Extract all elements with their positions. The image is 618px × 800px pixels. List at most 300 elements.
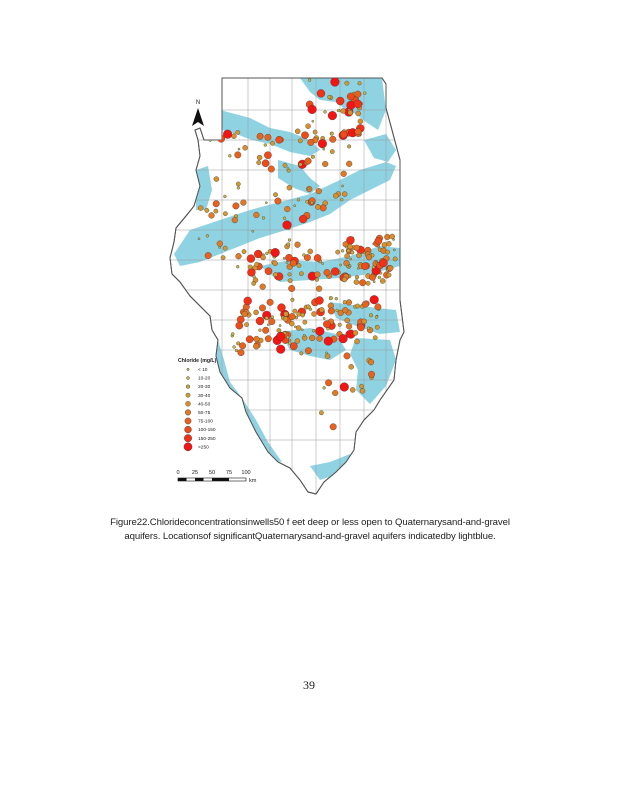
well-point xyxy=(294,205,296,207)
well-point xyxy=(336,250,340,254)
well-point xyxy=(254,212,260,218)
legend-label: < 10 xyxy=(198,368,208,373)
well-point xyxy=(346,300,352,306)
well-point xyxy=(276,332,285,341)
well-point xyxy=(357,267,359,269)
well-point xyxy=(231,332,234,335)
well-point xyxy=(323,317,325,319)
well-point xyxy=(325,380,332,387)
well-point xyxy=(315,204,320,209)
scale-unit: km xyxy=(249,478,257,484)
well-point xyxy=(221,256,225,260)
well-point xyxy=(361,263,368,270)
well-point xyxy=(244,297,252,305)
well-point xyxy=(283,217,286,220)
well-point xyxy=(256,317,264,325)
well-point xyxy=(324,269,331,276)
scale-tick-label: 100 xyxy=(241,470,251,476)
well-point xyxy=(324,110,327,113)
well-point xyxy=(235,349,238,352)
well-point xyxy=(387,265,393,271)
well-point xyxy=(278,304,286,312)
well-point xyxy=(301,132,308,139)
well-point xyxy=(242,311,248,317)
well-point xyxy=(349,364,354,369)
well-point xyxy=(335,297,338,300)
well-point xyxy=(236,130,240,134)
well-point xyxy=(380,259,388,267)
well-point xyxy=(328,308,335,315)
scale-tick-label: 0 xyxy=(176,470,180,476)
well-point xyxy=(284,206,290,212)
well-point xyxy=(327,95,331,99)
well-point xyxy=(316,188,322,194)
well-point xyxy=(325,352,327,354)
well-point xyxy=(319,411,323,415)
well-point xyxy=(344,260,350,266)
well-point xyxy=(254,336,260,342)
well-point xyxy=(303,334,305,336)
well-point xyxy=(378,276,381,279)
legend-title: Chloride (mg/L) xyxy=(178,358,217,364)
well-point xyxy=(312,329,315,332)
well-point xyxy=(265,316,269,320)
well-point xyxy=(288,285,295,292)
well-point xyxy=(373,336,377,340)
well-point xyxy=(345,246,347,248)
well-point xyxy=(283,221,292,230)
well-point xyxy=(331,78,340,87)
well-point xyxy=(308,105,317,114)
well-point xyxy=(317,336,323,342)
well-point xyxy=(231,134,236,139)
well-point xyxy=(307,188,309,190)
well-point xyxy=(338,323,342,327)
well-point xyxy=(367,327,370,330)
well-point xyxy=(236,322,243,329)
well-point xyxy=(368,371,375,378)
well-point xyxy=(358,119,363,124)
well-point xyxy=(362,301,369,308)
well-point xyxy=(356,111,361,116)
well-point xyxy=(288,239,291,242)
well-point xyxy=(330,132,334,136)
well-point xyxy=(349,265,351,267)
well-point xyxy=(377,412,382,417)
well-point xyxy=(276,345,285,354)
well-point xyxy=(341,171,347,177)
well-point xyxy=(355,275,359,279)
well-point xyxy=(356,253,361,258)
well-point xyxy=(306,305,310,309)
well-point xyxy=(393,249,395,251)
well-point xyxy=(205,252,212,259)
well-point xyxy=(267,324,269,326)
well-point xyxy=(246,336,253,343)
well-point xyxy=(380,278,385,283)
well-point xyxy=(375,414,383,422)
well-point xyxy=(355,128,362,135)
legend-symbol xyxy=(186,401,191,406)
well-point xyxy=(336,97,344,105)
well-point xyxy=(252,281,256,285)
well-point xyxy=(340,383,349,392)
north-arrow xyxy=(192,100,204,126)
well-point xyxy=(311,311,316,316)
well-point xyxy=(340,264,342,266)
well-point xyxy=(340,131,347,138)
well-point xyxy=(344,353,351,360)
well-point xyxy=(271,316,274,319)
well-point xyxy=(248,265,252,269)
well-point xyxy=(308,249,313,254)
well-point xyxy=(283,257,285,259)
well-point xyxy=(295,338,300,343)
well-point xyxy=(262,216,265,219)
well-point xyxy=(262,327,269,334)
well-point xyxy=(353,330,358,335)
well-point xyxy=(261,255,266,260)
well-point xyxy=(286,336,289,339)
well-point xyxy=(362,319,367,324)
well-point xyxy=(228,154,231,157)
well-point xyxy=(337,109,340,112)
well-point xyxy=(198,238,200,240)
well-point xyxy=(358,81,362,85)
well-point xyxy=(259,329,262,332)
well-point xyxy=(346,161,352,167)
well-point xyxy=(315,278,319,282)
well-point xyxy=(342,185,344,187)
well-point xyxy=(239,343,246,350)
well-point xyxy=(214,177,219,182)
well-point xyxy=(271,248,280,257)
well-point xyxy=(323,386,326,389)
well-point xyxy=(275,198,282,205)
well-point xyxy=(205,208,209,212)
well-point xyxy=(386,241,391,246)
well-point xyxy=(244,322,248,326)
figure-caption-line-1: Figure22.Chlorideconcentrationsinwells50 f eet deep or less open to Quaternarysand-and-gravel xyxy=(110,517,510,528)
well-point xyxy=(354,339,359,344)
well-point xyxy=(329,296,333,300)
well-point xyxy=(260,284,266,290)
scale-bar-segment xyxy=(212,478,229,481)
legend xyxy=(178,358,217,451)
well-point xyxy=(306,200,309,203)
well-point xyxy=(373,281,375,283)
well-point xyxy=(332,390,338,396)
well-point xyxy=(257,155,262,160)
well-point xyxy=(235,152,242,159)
well-point xyxy=(318,139,327,148)
well-point xyxy=(297,263,301,267)
well-point xyxy=(298,139,302,143)
well-point xyxy=(301,329,303,331)
well-point xyxy=(319,307,324,312)
well-point xyxy=(341,108,346,113)
well-point xyxy=(270,141,274,145)
north-label: N xyxy=(195,100,201,106)
well-point xyxy=(313,130,317,134)
well-point xyxy=(289,313,296,320)
well-point xyxy=(315,272,321,278)
well-point xyxy=(369,313,373,317)
well-point xyxy=(350,387,355,392)
well-point xyxy=(243,145,248,150)
well-point xyxy=(259,305,266,312)
well-point xyxy=(330,136,337,143)
well-point xyxy=(223,130,232,139)
well-point xyxy=(390,234,395,239)
well-point xyxy=(232,217,238,223)
well-point xyxy=(287,167,289,169)
well-point xyxy=(342,277,347,282)
well-point xyxy=(317,89,325,97)
well-point xyxy=(279,325,281,327)
illinois-chloride-map xyxy=(160,70,420,500)
well-point xyxy=(356,304,360,308)
well-point xyxy=(339,334,348,343)
scale-bar-segment xyxy=(195,478,204,481)
well-point xyxy=(297,198,300,201)
well-point xyxy=(214,130,222,138)
well-point xyxy=(236,182,240,186)
well-point xyxy=(257,133,264,140)
well-point xyxy=(382,242,387,247)
well-point xyxy=(238,148,240,150)
well-point xyxy=(233,203,240,210)
well-point xyxy=(294,326,296,328)
figure-caption-line-2: aquifers. Locationsof significantQuaternarysand-and-gravel aquifers indicatedby lightblue. xyxy=(124,531,496,542)
well-point xyxy=(273,272,277,276)
well-point xyxy=(265,268,272,275)
well-point xyxy=(255,262,259,266)
well-point xyxy=(253,343,259,349)
well-point xyxy=(223,195,226,198)
well-point xyxy=(359,384,363,388)
legend-symbol xyxy=(185,426,192,433)
well-point xyxy=(314,254,321,261)
well-point xyxy=(368,359,374,365)
well-point xyxy=(198,206,203,211)
well-point xyxy=(288,279,292,283)
well-point xyxy=(304,254,311,261)
well-point xyxy=(233,346,236,349)
well-point xyxy=(236,265,239,268)
well-point xyxy=(348,244,353,249)
well-point xyxy=(286,262,288,264)
well-point xyxy=(387,273,391,277)
scale-bar xyxy=(176,470,256,484)
scale-tick-label: 50 xyxy=(208,470,216,476)
well-point xyxy=(375,316,378,319)
legend-label: 100-150 xyxy=(198,428,216,434)
well-point xyxy=(291,298,295,302)
legend-symbol xyxy=(186,385,190,389)
well-point xyxy=(265,252,268,255)
well-point xyxy=(308,79,311,82)
well-point xyxy=(342,307,348,313)
well-point xyxy=(354,280,359,285)
well-point xyxy=(350,258,352,260)
well-point xyxy=(346,236,354,244)
well-point xyxy=(366,281,370,285)
legend-label: 20-30 xyxy=(198,385,211,391)
well-point xyxy=(268,166,275,173)
well-point xyxy=(293,309,297,313)
well-point xyxy=(286,243,290,247)
well-point xyxy=(264,152,271,159)
well-point xyxy=(375,325,379,329)
well-point xyxy=(347,249,351,253)
well-point xyxy=(312,120,314,122)
well-point xyxy=(276,136,283,143)
well-point xyxy=(290,343,297,350)
well-point xyxy=(283,311,288,316)
well-point xyxy=(305,158,312,165)
scale-tick-label: 75 xyxy=(225,470,233,476)
well-point xyxy=(354,100,362,108)
well-point xyxy=(214,209,218,213)
well-point xyxy=(363,92,366,95)
well-point xyxy=(340,198,343,201)
scale-tick-label: 25 xyxy=(191,470,199,476)
well-point xyxy=(305,347,312,354)
well-point xyxy=(385,250,389,254)
well-point xyxy=(295,129,300,134)
well-point xyxy=(269,318,276,325)
well-point xyxy=(316,297,324,305)
well-point xyxy=(355,91,362,98)
well-point xyxy=(241,200,247,206)
well-point xyxy=(247,255,255,263)
well-point xyxy=(267,299,274,306)
well-point xyxy=(206,234,209,237)
well-point xyxy=(265,202,267,204)
well-point xyxy=(273,261,278,266)
legend-symbol xyxy=(184,443,192,451)
well-point xyxy=(330,424,337,431)
well-point xyxy=(384,234,390,240)
well-point xyxy=(331,268,339,276)
well-point xyxy=(320,205,327,212)
well-point xyxy=(257,160,261,164)
well-point xyxy=(252,230,254,232)
legend-label: >250 xyxy=(198,445,209,451)
well-point xyxy=(350,251,354,255)
well-point xyxy=(299,272,303,276)
well-point xyxy=(345,318,350,323)
well-point xyxy=(360,388,365,393)
well-point xyxy=(238,349,245,356)
well-point xyxy=(288,273,292,277)
well-point xyxy=(253,275,256,278)
well-point xyxy=(273,193,277,197)
well-point xyxy=(283,316,288,321)
well-point xyxy=(342,192,347,197)
well-point xyxy=(283,163,287,167)
legend-symbol xyxy=(186,393,190,397)
well-point xyxy=(375,304,382,311)
well-point xyxy=(347,101,356,110)
well-point xyxy=(330,149,334,153)
well-point xyxy=(325,354,330,359)
well-point xyxy=(213,200,220,207)
well-point xyxy=(236,253,242,259)
well-point xyxy=(262,160,269,167)
well-point xyxy=(299,215,307,223)
legend-symbol xyxy=(185,418,191,424)
legend-symbol xyxy=(187,368,189,370)
well-point xyxy=(303,320,307,324)
well-point xyxy=(300,313,304,317)
legend-label: 30-40 xyxy=(198,393,211,399)
well-point xyxy=(290,260,297,267)
well-point xyxy=(343,300,347,304)
well-point xyxy=(242,249,246,253)
well-point xyxy=(347,145,351,149)
well-point xyxy=(254,310,259,315)
well-point xyxy=(323,148,325,150)
well-point xyxy=(209,213,215,219)
legend-symbol xyxy=(185,410,191,416)
well-point xyxy=(345,254,350,259)
well-point xyxy=(289,321,294,326)
well-point xyxy=(223,246,227,250)
well-point xyxy=(322,263,324,265)
legend-symbol xyxy=(186,376,189,379)
well-point xyxy=(217,241,223,247)
well-point xyxy=(309,335,315,341)
legend-symbol xyxy=(184,434,192,442)
well-point xyxy=(322,161,328,167)
well-point xyxy=(345,81,349,85)
well-point xyxy=(315,327,324,336)
legend-label: 75-100 xyxy=(198,419,213,425)
well-point xyxy=(370,295,379,304)
well-point xyxy=(359,279,366,286)
well-point xyxy=(323,321,330,328)
well-point xyxy=(287,185,292,190)
well-point xyxy=(354,245,360,251)
well-point xyxy=(297,312,301,316)
well-point xyxy=(328,111,337,120)
well-point xyxy=(265,335,272,342)
well-point xyxy=(372,266,375,269)
legend-label: 150-250 xyxy=(198,436,216,442)
well-point xyxy=(357,324,364,331)
well-point xyxy=(324,337,333,346)
scale-bar-segment xyxy=(178,478,187,481)
well-point xyxy=(369,274,376,281)
well-point xyxy=(299,352,303,356)
well-point xyxy=(296,325,301,330)
well-point xyxy=(316,286,322,292)
well-point xyxy=(375,237,382,244)
well-point xyxy=(308,139,315,146)
north-arrow-icon xyxy=(192,108,204,126)
well-point xyxy=(347,93,354,100)
page-number: 39 xyxy=(303,678,315,692)
well-point xyxy=(295,242,301,248)
legend-label: 40-50 xyxy=(198,402,211,408)
well-point xyxy=(264,144,267,147)
legend-label: 50-75 xyxy=(198,411,211,416)
well-point xyxy=(223,212,227,216)
well-point xyxy=(311,155,315,159)
well-point xyxy=(366,254,372,260)
